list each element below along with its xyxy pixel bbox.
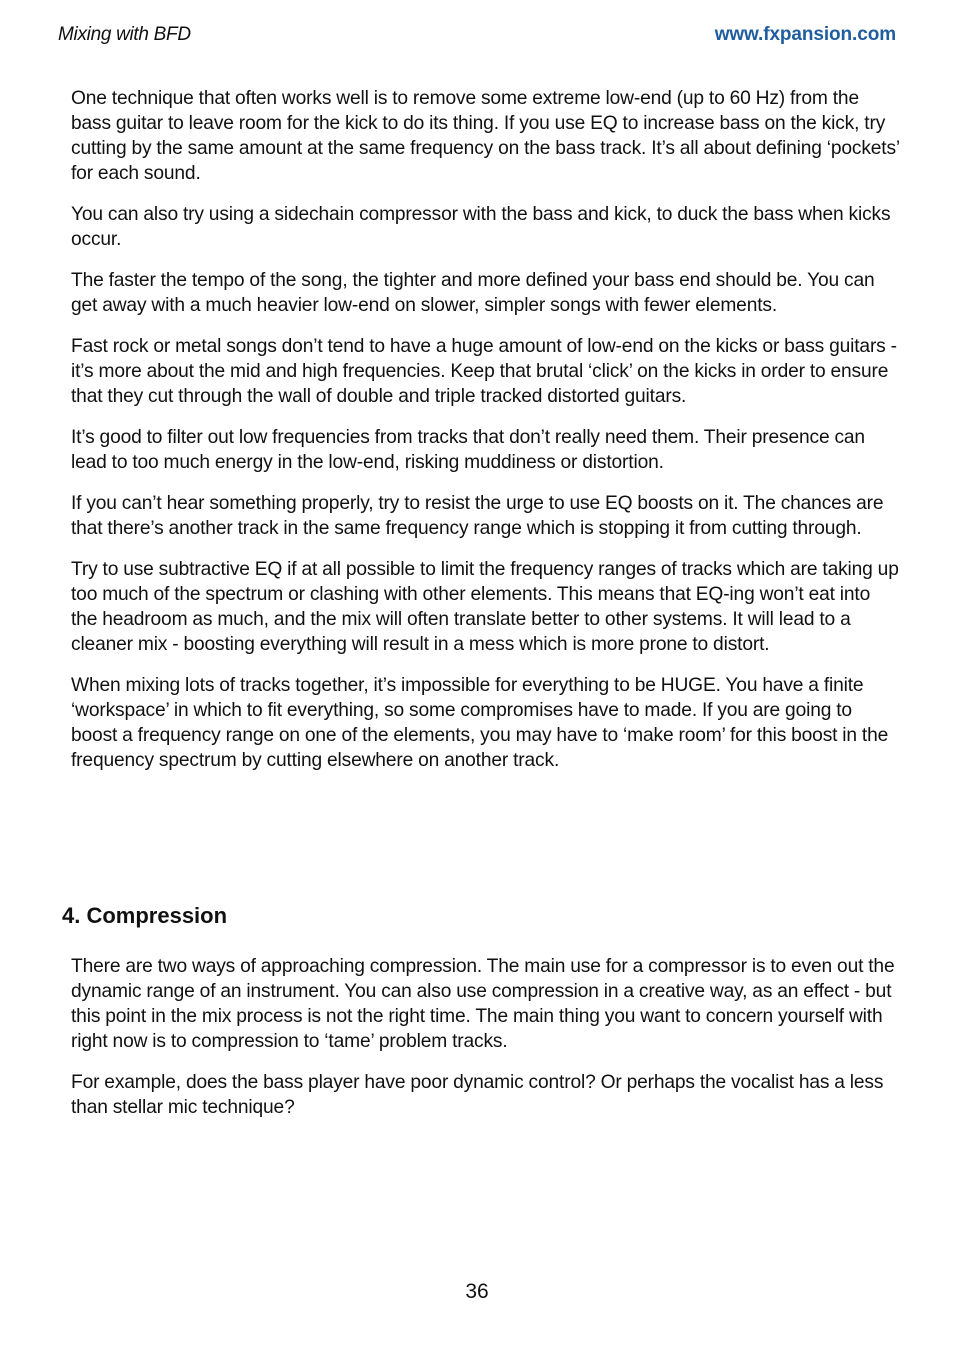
paragraph: The faster the tempo of the song, the tighter and more defined your bass end should be. You can get away with a much heavier low-end on slower, simpler songs with fewer elements. [71,270,875,316]
paragraph: If you can’t hear something properly, try to resist the urge to use EQ boosts on it. The chances are that there’s another track in the same frequency range which is stopping it from cutting through. [71,493,884,539]
paragraph: Try to use subtractive EQ if at all possible to limit the frequency ranges of tracks which are taking up too much of the spectrum or clashing with other elements. This means that EQ-ing won’t eat into the headroom as much, and the mix will often translate better to other systems. It will lead to a cleaner mix - boosting everything will result in a mess which is more prone to distort. [71,559,899,655]
paragraph: Fast rock or metal songs don’t tend to have a huge amount of low-end on the kicks or bass guitars - it’s more about the mid and high frequencies. Keep that brutal ‘click’ on the kicks in order to ensure that they cut through the wall of double and triple tracked distorted guitars. [71,336,897,407]
paragraph: It’s good to filter out low frequencies from tracks that don’t really need them. Their presence can lead to too much energy in the low-end, risking muddiness or distortion. [71,427,865,473]
paragraph: When mixing lots of tracks together, it’s impossible for everything to be HUGE. You have a finite ‘workspace’ in which to fit everything, so some compromises have to made. If you are going to boost a frequency range on one of the elements, you may have to ‘make room’ for this boost in the frequency spectrum by cutting elsewhere on another track. [71,675,889,771]
section-body [71,954,901,1136]
section-heading: 4. Compression [62,903,228,928]
paragraph: For example, does the bass player have poor dynamic control? Or perhaps the vocalist has a less than stellar mic technique? [71,1072,884,1118]
paragraph: One technique that often works well is to remove some extreme low-end (up to 60 Hz) from the bass guitar to leave room for the kick to do its thing. If you use EQ to increase bass on the kick, try cutting by the same amount at the same frequency on the bass track. It’s all about defining ‘pockets’ for each sound. [71,88,900,184]
body-text [71,86,901,789]
paragraph: You can also try using a sidechain compressor with the bass and kick, to duck the bass when kicks occur. [71,204,891,250]
website-link[interactable]: www.fxpansion.com [714,24,896,45]
header-title: Mixing with BFD [58,24,191,45]
page-number: 36 [465,1280,489,1303]
paragraph: There are two ways of approaching compression. The main use for a compressor is to even out the dynamic range of an instrument. You can also use compression in a creative way, as an effect - but this point in the mix process is not the right time. The main thing you want to concern yourself with right now is to compression to ‘tame’ problem tracks. [71,956,895,1052]
